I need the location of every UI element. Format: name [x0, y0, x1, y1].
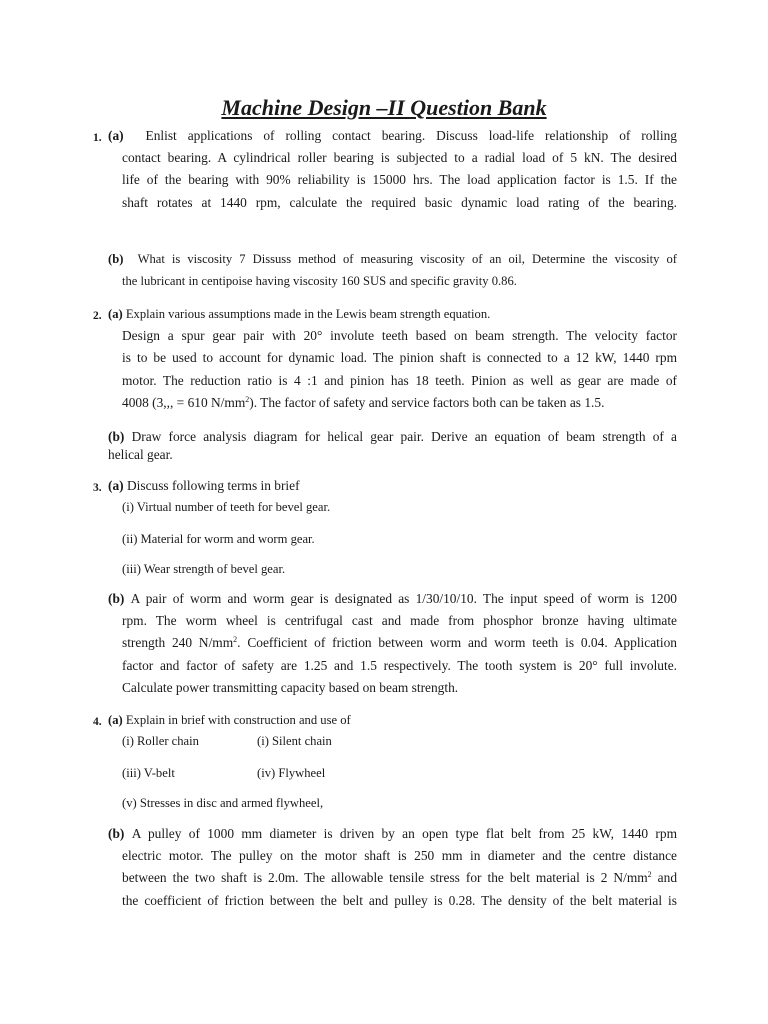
question-1b: [108, 248, 677, 293]
q2b-line-1: Draw force analysis diagram for helical gear pair. Derive an equation of beam strength of a: [131, 429, 677, 444]
q4a-item-stresses: (v) Stresses in disc and armed flywheel,: [122, 796, 324, 810]
question-2b: [108, 426, 677, 467]
q1a-line-3: life of the bearing with 90% reliability is 15000 hrs. The load application factor is 1.5. If the: [122, 172, 677, 188]
question-4b-body: [122, 845, 677, 912]
q3b-line-4: factor and factor of safety are 1.25 and 1.5 respectively. The tooth system is 20° full involute.: [122, 657, 677, 673]
q4a-item-v-belt: (iii) V-belt: [122, 766, 175, 780]
q1a-line-4: shaft rotates at 1440 rpm, calculate the required basic dynamic load rating of the bearing.: [122, 194, 677, 210]
page-title: Machine Design –II Question Bank: [221, 95, 547, 120]
q3b-line-2: rpm. The worm wheel is centrifugal cast and made from phosphor bronze having ultimate: [122, 613, 677, 628]
question-number-2: 2.: [93, 310, 102, 322]
question-4a: [108, 709, 677, 731]
question-1a-body: [122, 147, 677, 214]
q4a-item-flywheel: (iv) Flywheel: [257, 766, 326, 780]
q1b-label: (b): [108, 252, 124, 266]
q3b-label: (b): [108, 591, 125, 606]
q4b-line-1: A pulley of 1000 mm diameter is driven by an open type flat belt from 25 kW, 1440 rpm: [131, 826, 677, 841]
question-3a: [108, 475, 677, 497]
q3a-text: Discuss following terms in brief: [126, 478, 300, 493]
question-3b-body: [122, 610, 677, 699]
question-2a-body: [122, 325, 677, 414]
q3a-item-2: (ii) Material for worm and worm gear.: [122, 532, 315, 546]
q2a-line-4: motor. The reduction ratio is 4 :1 and pinion has 18 teeth. Pinion as well as gear are made of: [122, 372, 677, 388]
question-4b: [108, 823, 677, 845]
q1a-line-2: contact bearing. A cylindrical roller bearing is subjected to a radial load of 5 kN. The desired: [122, 150, 677, 165]
q1a-line-1: Enlist applications of rolling contact bearing. Discuss load-life relationship of rolling: [145, 128, 677, 143]
q4a-item-roller-chain: (i) Roller chain: [122, 734, 199, 748]
q4b-line-3: between the two shaft is 2.0m. The allowable tensile stress for the belt material is 2 $N/mm^2$ and: [122, 870, 678, 886]
q3a-item-1: (i) Virtual number of teeth for bevel gear.: [122, 500, 331, 514]
q2a-line-3: is to be used to account for dynamic load. The pinion shaft is connected to a 12 kW, 1440 rpm: [122, 350, 677, 366]
q2b-line-2: helical gear.: [108, 447, 173, 463]
q2b-label: (b): [108, 429, 125, 444]
q2a-label: (a): [108, 307, 123, 321]
q2a-line-1: Explain various assumptions made in the Lewis beam strength equation.: [125, 307, 491, 321]
question-1a: [108, 125, 677, 147]
q4b-line-4: the coefficient of friction between the belt and pulley is 0.28. The density of the belt material is: [122, 892, 677, 908]
question-number-4: 4.: [93, 716, 102, 728]
q1a-label: (a): [108, 128, 124, 143]
q4a-label: (a): [108, 713, 123, 727]
question-number-3: 3.: [93, 482, 102, 494]
q3b-line-3: strength 240 $N/mm^2$. Coefficient of friction between worm and worm teeth is 0.04. Application: [122, 635, 677, 651]
q3a-label: (a): [108, 478, 124, 493]
q2a-line-5: 4008 (3,,, = 610 $N/mm^2$). The factor of safety and service factors both can be taken as 1.5.: [122, 394, 605, 410]
q4b-label: (b): [108, 826, 125, 841]
question-2a: [108, 303, 677, 325]
q3b-line-5: Calculate power transmitting capacity based on beam strength.: [122, 679, 459, 695]
question-3b: [108, 588, 677, 610]
q4a-item-silent-chain: (i) Silent chain: [257, 734, 332, 748]
question-number-1: 1.: [93, 132, 102, 144]
q4b-line-2: electric motor. The pulley on the motor shaft is 250 mm in diameter and the centre distance: [122, 848, 677, 863]
q3b-line-1: A pair of worm and worm gear is designated as 1/30/10/10. The input speed of worm is 1200: [130, 591, 677, 606]
q1b-line-2: the lubricant in centipoise having viscosity 160 SUS and specific gravity 0.86.: [122, 274, 517, 289]
q4a-text: Explain in brief with construction and use of: [125, 713, 351, 727]
q2a-line-2: Design a spur gear pair with 20° involute teeth based on beam strength. The velocity factor: [122, 328, 677, 343]
q1b-line-1: What is viscosity 7 Dissuss method of measuring viscosity of an oil, Determine the viscosity of: [137, 252, 678, 266]
q3a-item-3: (iii) Wear strength of bevel gear.: [122, 562, 286, 576]
